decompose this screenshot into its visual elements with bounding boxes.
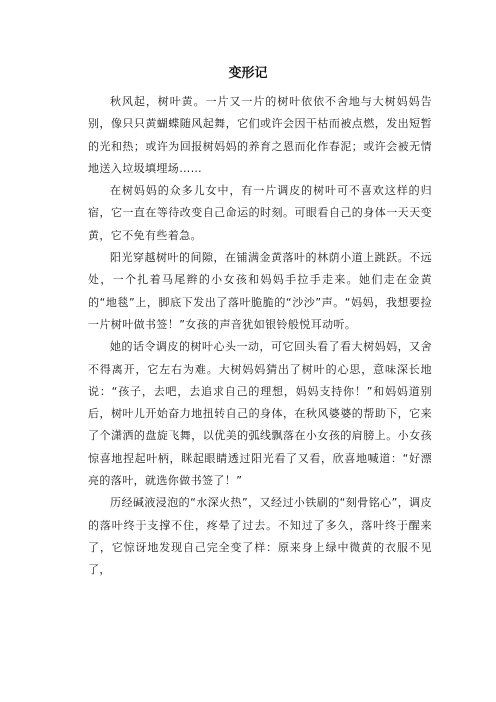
- paragraph-5: 历经碱液浸泡的“水深火热”，又经过小铁刷的“刻骨铭心”，调皮的落叶终于支撑不住，疼晕了过去。不知过了多久，落叶终于醒来了，它惊讶地发现自己完全变了样：原来身上绿中微黄的衣服不见了，: [88, 496, 432, 577]
- paragraph-4: 她的话令调皮的树叶心头一动，可它回头看了看大树妈妈，又舍不得离开，它左右为难。大树妈妈猜出了树叶的心思，意味深长地说：“孩子，去吧，去追求自己的理想，妈妈支持你！”和妈妈道别后，树叶儿开始奋力地扭转自己的身体，在秋风婆婆的帮助下，它来了个潇洒的盘旋飞舞，以优美的弧线飘落在小女孩的肩膀上。小女孩惊喜地捏起叶柄，眯起眼睛透过阳光看了又看，欣喜地喊道：“好漂亮的落叶，就选你做书签了！”: [88, 340, 432, 488]
- document-title: 变形记: [228, 66, 268, 81]
- paragraph-2: 在树妈妈的众多儿女中，有一片调皮的树叶可不喜欢这样的归宿，它一直在等待改变自己命运的时刻。可眼看自己的身体一天天变黄，它不免有些着急。: [88, 184, 432, 242]
- paragraph-1: 秋风起，树叶黄。一片又一片的树叶依依不舍地与大树妈妈告别，像只只黄蝴蝶随风起舞，它们或许会因干枯而被点燃，发出短暂的光和热；或许为回报树妈妈的养育之恩而化作春泥；或许会被无情地送入垃圾填埋场……: [88, 95, 432, 175]
- document-body: [88, 91, 432, 582]
- paragraph-3: 阳光穿越树叶的间隙，在铺满金黄落叶的林荫小道上跳跃。不远处，一个扎着马尾辫的小女孩和妈妈手拉手走来。她们走在金黄的“地毯”上，脚底下发出了落叶脆脆的“沙沙”声。“妈妈，我想要捡一片树叶做书签！”女孩的声音犹如银铃般悦耳动听。: [88, 251, 432, 331]
